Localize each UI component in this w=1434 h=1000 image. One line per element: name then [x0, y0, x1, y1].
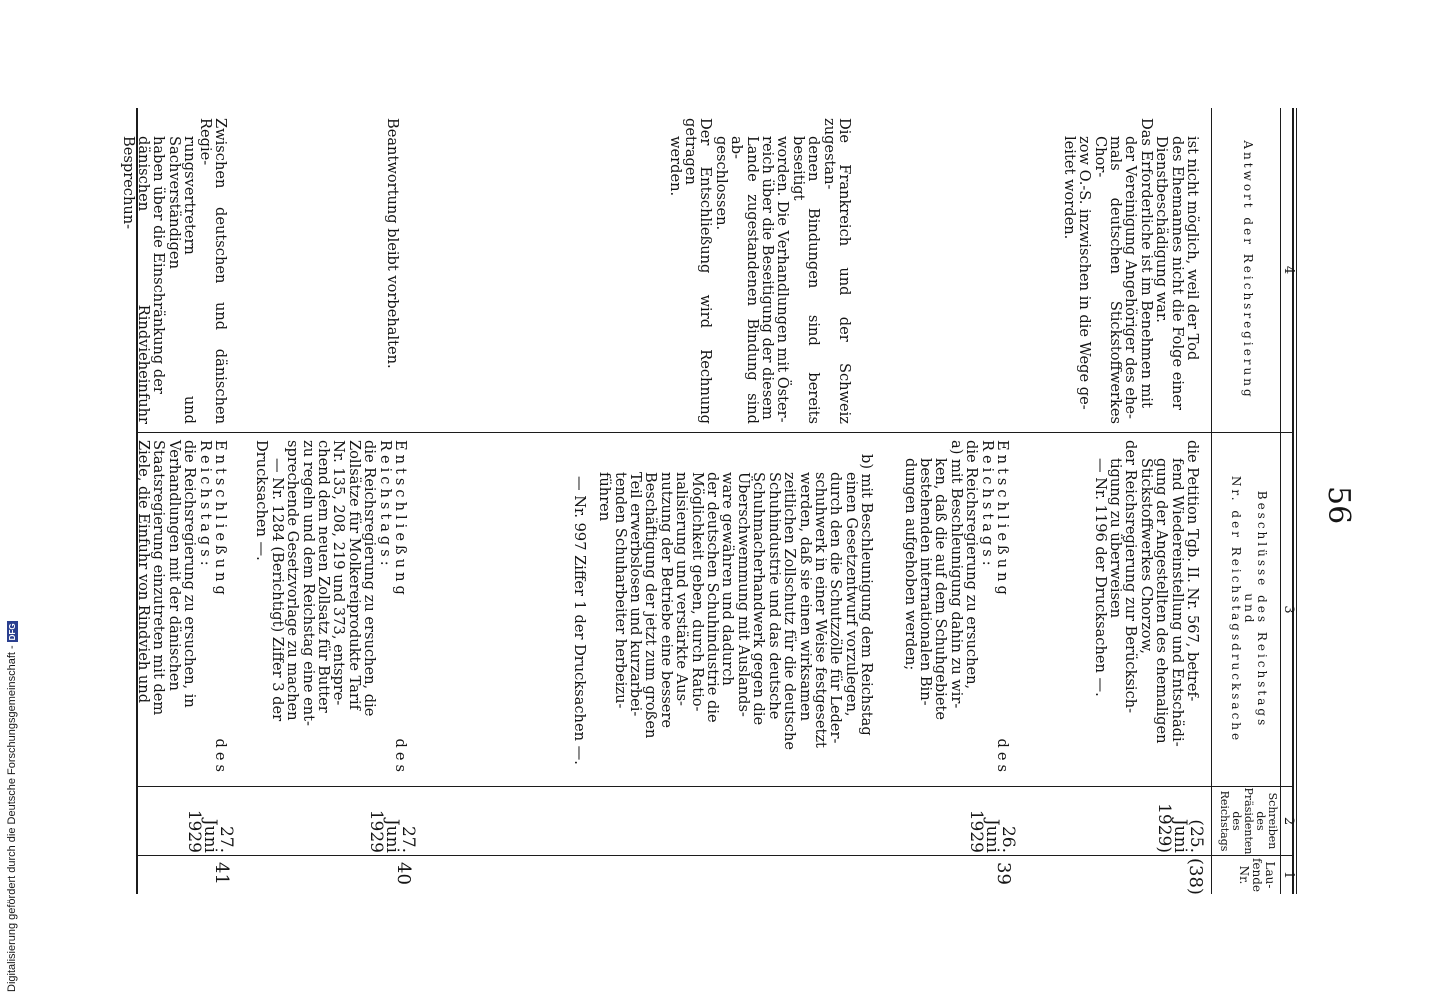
col1-number: 1 [1281, 870, 1296, 880]
row-39-number: 39 [993, 862, 1014, 885]
dfg-logo: DFG [7, 623, 17, 641]
col4-header: Antwort der Reichsregierung [1241, 140, 1255, 400]
page-number: 56 [1321, 486, 1356, 525]
row-41-answer: Zwischen deutschen und dänischen Regie- rungsvertretern und Sachverständigen haben über die Einschränkung der dänischen Rindvieheinfuhr Besprechun- [119, 118, 229, 424]
col3-number: 3 [1281, 605, 1296, 614]
item-b: b) mit Beschleunigung dem Reichstag einen Gesetzentwurf vorzulegen, durch den die Schutzzölle für Leder- schuhwerk in einer Weise festgesetzt werden, daß sie einen wirksamen zeitlichen Zollschutz für die deutsche Schuhindustrie und das deutsche Schuhmacherhandwerk gegen die Überschwemmung mit Auslands- ware gewähren und dadurch der deutschen Schuhindustrie die Möglichkeit geben, durch Ratio- nalisierung und verstärkte Aus- nutzung der Betriebe eine bessere Beschäftigung der jetzt zum großen Teil erwerbslosen und kurzarbei- tenden Schuharbeiter herbeizu- führen [596, 454, 876, 750]
row-40-number: 40 [393, 862, 414, 885]
row-39-date: 26. Juni 1929 [966, 809, 1018, 853]
column-divider-2 [138, 786, 1294, 787]
digitization-note-text: Digitalisierung gefördert durch die Deutsche Forschungsgemeinschaft - [6, 645, 18, 992]
row-41-number: 41 [211, 862, 232, 885]
row-39-resolution: Entschließung des Reichstags: die Reichsregierung zu ersuchen, a) mit Beschleunigung dahin zu wir- ken, daß die auf dem Schuhgebiete bestehenden internationalen Bin- dungen aufgehoben werden; b) mit Beschleunigung dem Reichstag einen Gesetzentwurf vorzulegen, durch den die Schutzzölle für Leder- schuhwerk in einer Weise festgesetzt werden, daß sie einen wirksamen zeitlichen Zollschutz für die deutsche Schuhindustrie und das deutsche Schuhmacherhandwerk gegen die Überschwemmung mit Auslands- ware gewähren und dadurch der deutschen Schuhindustrie die Möglichkeit geben, durch Ratio- nalisierung und verstärkte Aus- nutzung der Betriebe eine bessere Beschäftigung der jetzt zum großen Teil erwerbslosen und kurzarbei- tenden Schuharbeiter herbeizu- führen — Nr. 997 Ziffer 1 der Drucksachen —. [570, 440, 1011, 776]
resolution-heading: Entschließung des Reichstags: [978, 440, 1011, 776]
column-divider-1 [138, 855, 1294, 856]
col2-header: Schreiben des Präsidenten des Reichstags [1218, 787, 1279, 855]
row-38-number: (38) [1185, 858, 1206, 895]
resolution-heading: Entschließung des Reichstags: [376, 440, 409, 776]
header-bottom-rule [1211, 108, 1212, 894]
row-38-date: (25. Juni 1929) [1154, 803, 1206, 853]
resolution-heading: Entschließung des Reichstags: [196, 440, 229, 776]
table-top-rule-thin [1296, 108, 1297, 894]
row-39-footnote: — Nr. 997 Ziffer 1 der Drucksachen —. [570, 476, 588, 765]
row-41-resolution: Entschließung des Reichstags: die Reichsregierung zu ersuchen, in Verhandlungen mit der dänischen Staatsregierung einzutreten mit dem Ziele, die Einfuhr von Rindvieh und [134, 440, 229, 776]
column-divider-3 [138, 432, 1294, 433]
item-a: a) mit Beschleunigung dahin zu wir- ken, daß die auf dem Schuhgebiete bestehenden internationalen Bin- dungen aufgehoben werden; [901, 440, 965, 720]
row-38-resolution: die Petition Tgb. II. Nr. 567, betref- fend Wiedereinstellung und Entschädi- gung der Angestellten des ehemaligen Stickstoffwerkes Chorzow, der Reichsregierung zur Berücksich- tigung zu überweisen — Nr. 1196 der Drucksachen —. [1091, 440, 1201, 747]
col1-header: Lau- fende Nr. [1237, 857, 1277, 893]
row-40-resolution: Entschließung des Reichstags: die Reichsregierung zu ersuchen, die Zollsätze für Molkereiprodukte Tarif Nr. 135, 208, 219 und 373, entspre- chend dem neuen Zollsatz für Butter zu regeln und dem Reichstag eine ent- sprechende Gesetzvorlage zu machen — Nr. 1284 (Berichtigt) Ziffer 3 der Drucksachen —. [253, 440, 409, 776]
row-41-date: 27. Juni 1929 [184, 809, 236, 853]
row-39-answer: Die Frankreich und der Schweiz zugestan- denen Bindungen sind bereits beseitigt worden. Die Verhandlungen mit Öster- reich über die Beseitigung der diesem Lande zugestandenen Bindung sind ab- geschlossen. Der Entschließung wird Rechnung getragen werden. [666, 118, 853, 424]
row-38-answer: ist nicht möglich, weil der Tod des Ehemannes nicht die Folge einer Dienstbeschädigung war. Das Erforderliche ist im Benehmen mit der Vereinigung Angehöriger des ehe- mals deutschen Stickstoffwerkes Chor- zow O.-S. inzwischen in die Wege ge- leitet worden. [1060, 118, 1201, 424]
col4-number: 4 [1281, 265, 1296, 275]
col3-header: Beschlüsse des Reichstags und Nr. der Reichstagsdrucksache [1229, 475, 1269, 744]
row-40-answer: Beantwortung bleibt vorbehalten. [384, 118, 401, 369]
col2-number: 2 [1281, 816, 1296, 826]
row-40-date: 27. Juni 1929 [366, 809, 418, 853]
digitization-note [6, 621, 18, 992]
